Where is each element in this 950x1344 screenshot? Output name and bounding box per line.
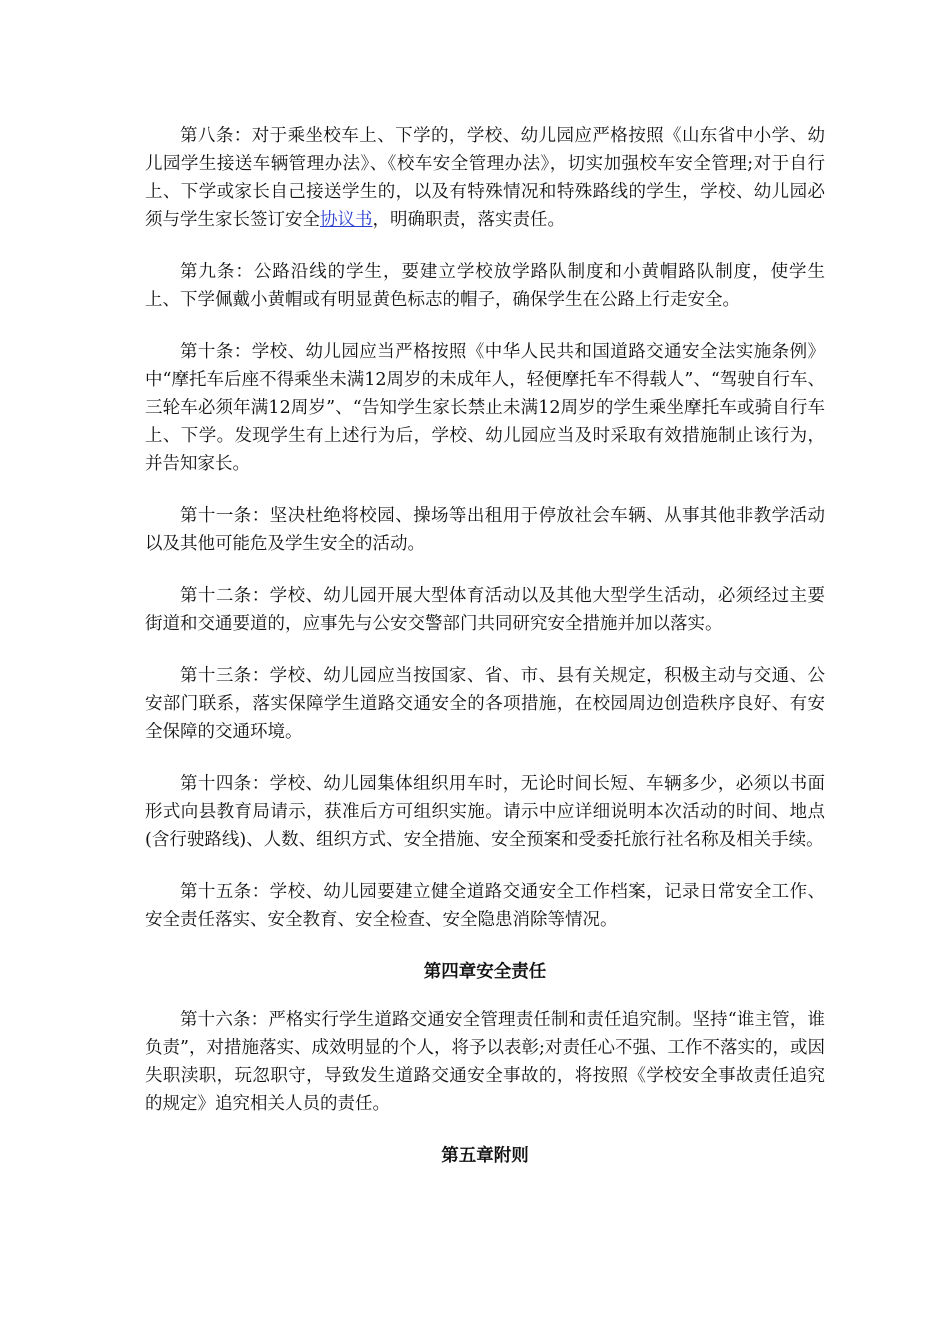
article-10: 第十条：学校、幼儿园应当严格按照《中华人民共和国道路交通安全法实施条例》中“摩托车后座不得乘坐未满12周岁的未成年人，轻便摩托车不得载人”、“驾驶自行车、三轮车必须年满12周岁”、“告知学生家长禁止未满12周岁的学生乘坐摩托车或骑自行车上、下学。发现学生有上述行为后，学校、幼儿园应当及时采取有效措施制止该行为，并告知家长。	[145, 342, 825, 474]
article-12: 第十二条：学校、幼儿园开展大型体育活动以及其他大型学生活动，必须经过主要街道和交通要道的，应事先与公安交警部门共同研究安全措施并加以落实。	[145, 586, 825, 634]
article-11: 第十一条：坚决杜绝将校园、操场等出租用于停放社会车辆、从事其他非教学活动以及其他可能危及学生安全的活动。	[145, 506, 825, 554]
article-8	[145, 122, 825, 234]
article-13: 第十三条：学校、幼儿园应当按国家、省、市、县有关规定，积极主动与交通、公安部门联系，落实保障学生道路交通安全的各项措施，在校园周边创造秩序良好、有安全保障的交通环境。	[145, 666, 825, 742]
article-8-text-end: ，明确职责，落实责任。	[372, 210, 565, 230]
document-page	[145, 122, 825, 1190]
chapter-5-heading: 第五章附则	[441, 1146, 529, 1166]
chapter-4-heading: 第四章安全责任	[423, 962, 547, 982]
agreement-link[interactable]: 协议书	[320, 210, 373, 230]
article-8-text: 第八条：对于乘坐校车上、下学的，学校、幼儿园应严格按照《山东省中小学、幼儿园学生接送车辆管理办法》、《校车安全管理办法》，切实加强校车安全管理;对于自行上、下学或家长自己接送学生的，以及有特殊情况和特殊路线的学生，学校、幼儿园必须与学生家长签订安全	[145, 126, 825, 230]
article-16: 第十六条：严格实行学生道路交通安全管理责任制和责任追究制。坚持“谁主管，谁负责”，对措施落实、成效明显的个人，将予以表彰;对责任心不强、工作不落实的，或因失职渎职，玩忽职守，导致发生道路交通安全事故的，将按照《学校安全事故责任追究的规定》追究相关人员的责任。	[145, 1010, 825, 1114]
article-14: 第十四条：学校、幼儿园集体组织用车时，无论时间长短、车辆多少，必须以书面形式向县教育局请示，获准后方可组织实施。请示中应详细说明本次活动的时间、地点(含行驶路线)、人数、组织方式、安全措施、安全预案和受委托旅行社名称及相关手续。	[145, 774, 825, 850]
article-9: 第九条：公路沿线的学生，要建立学校放学路队制度和小黄帽路队制度，使学生上、下学佩戴小黄帽或有明显黄色标志的帽子，确保学生在公路上行走安全。	[145, 262, 825, 310]
article-15: 第十五条：学校、幼儿园要建立健全道路交通安全工作档案，记录日常安全工作、安全责任落实、安全教育、安全检查、安全隐患消除等情况。	[145, 882, 825, 930]
